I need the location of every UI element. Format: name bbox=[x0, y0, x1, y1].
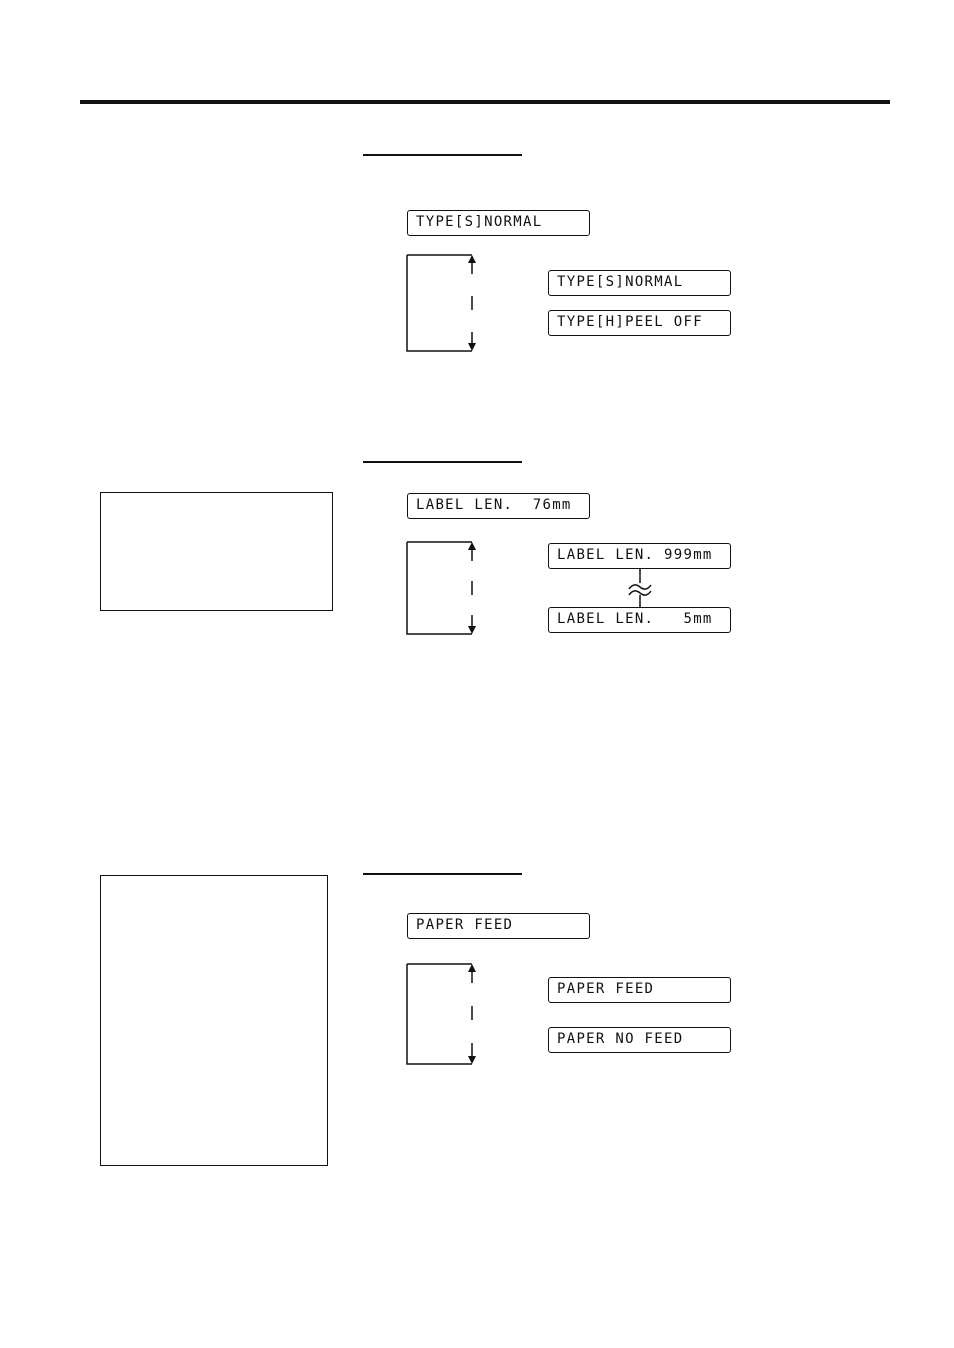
scroll-bracket-label-length bbox=[406, 541, 478, 637]
lcd-current-type: TYPE[S]NORMAL bbox=[407, 210, 590, 236]
section-heading-rule-label-length bbox=[363, 461, 522, 463]
up-arrow-icon bbox=[468, 542, 476, 561]
down-arrow-icon bbox=[468, 1043, 476, 1064]
header-rule bbox=[80, 100, 890, 104]
note-box-paper-feed bbox=[100, 875, 328, 1166]
down-arrow-icon bbox=[468, 615, 476, 634]
range-break-icon bbox=[620, 569, 660, 607]
lcd-option-label-length-min: LABEL LEN. 5mm bbox=[548, 607, 731, 633]
lcd-option-type-peel-off: TYPE[H]PEEL OFF bbox=[548, 310, 731, 336]
scroll-bracket-type bbox=[406, 254, 478, 354]
up-arrow-icon bbox=[468, 964, 476, 983]
lcd-option-label-length-max: LABEL LEN. 999mm bbox=[548, 543, 731, 569]
lcd-current-label-length: LABEL LEN. 76mm bbox=[407, 493, 590, 519]
lcd-option-type-normal: TYPE[S]NORMAL bbox=[548, 270, 731, 296]
down-arrow-icon bbox=[468, 332, 476, 351]
lcd-option-paper-no-feed: PAPER NO FEED bbox=[548, 1027, 731, 1053]
lcd-option-paper-feed: PAPER FEED bbox=[548, 977, 731, 1003]
lcd-current-paper-feed: PAPER FEED bbox=[407, 913, 590, 939]
up-arrow-icon bbox=[468, 255, 476, 274]
scroll-bracket-paper-feed bbox=[406, 963, 478, 1067]
section-heading-rule-type bbox=[363, 154, 522, 156]
note-box-label-length bbox=[100, 492, 333, 611]
section-heading-rule-paper-feed bbox=[363, 873, 522, 875]
